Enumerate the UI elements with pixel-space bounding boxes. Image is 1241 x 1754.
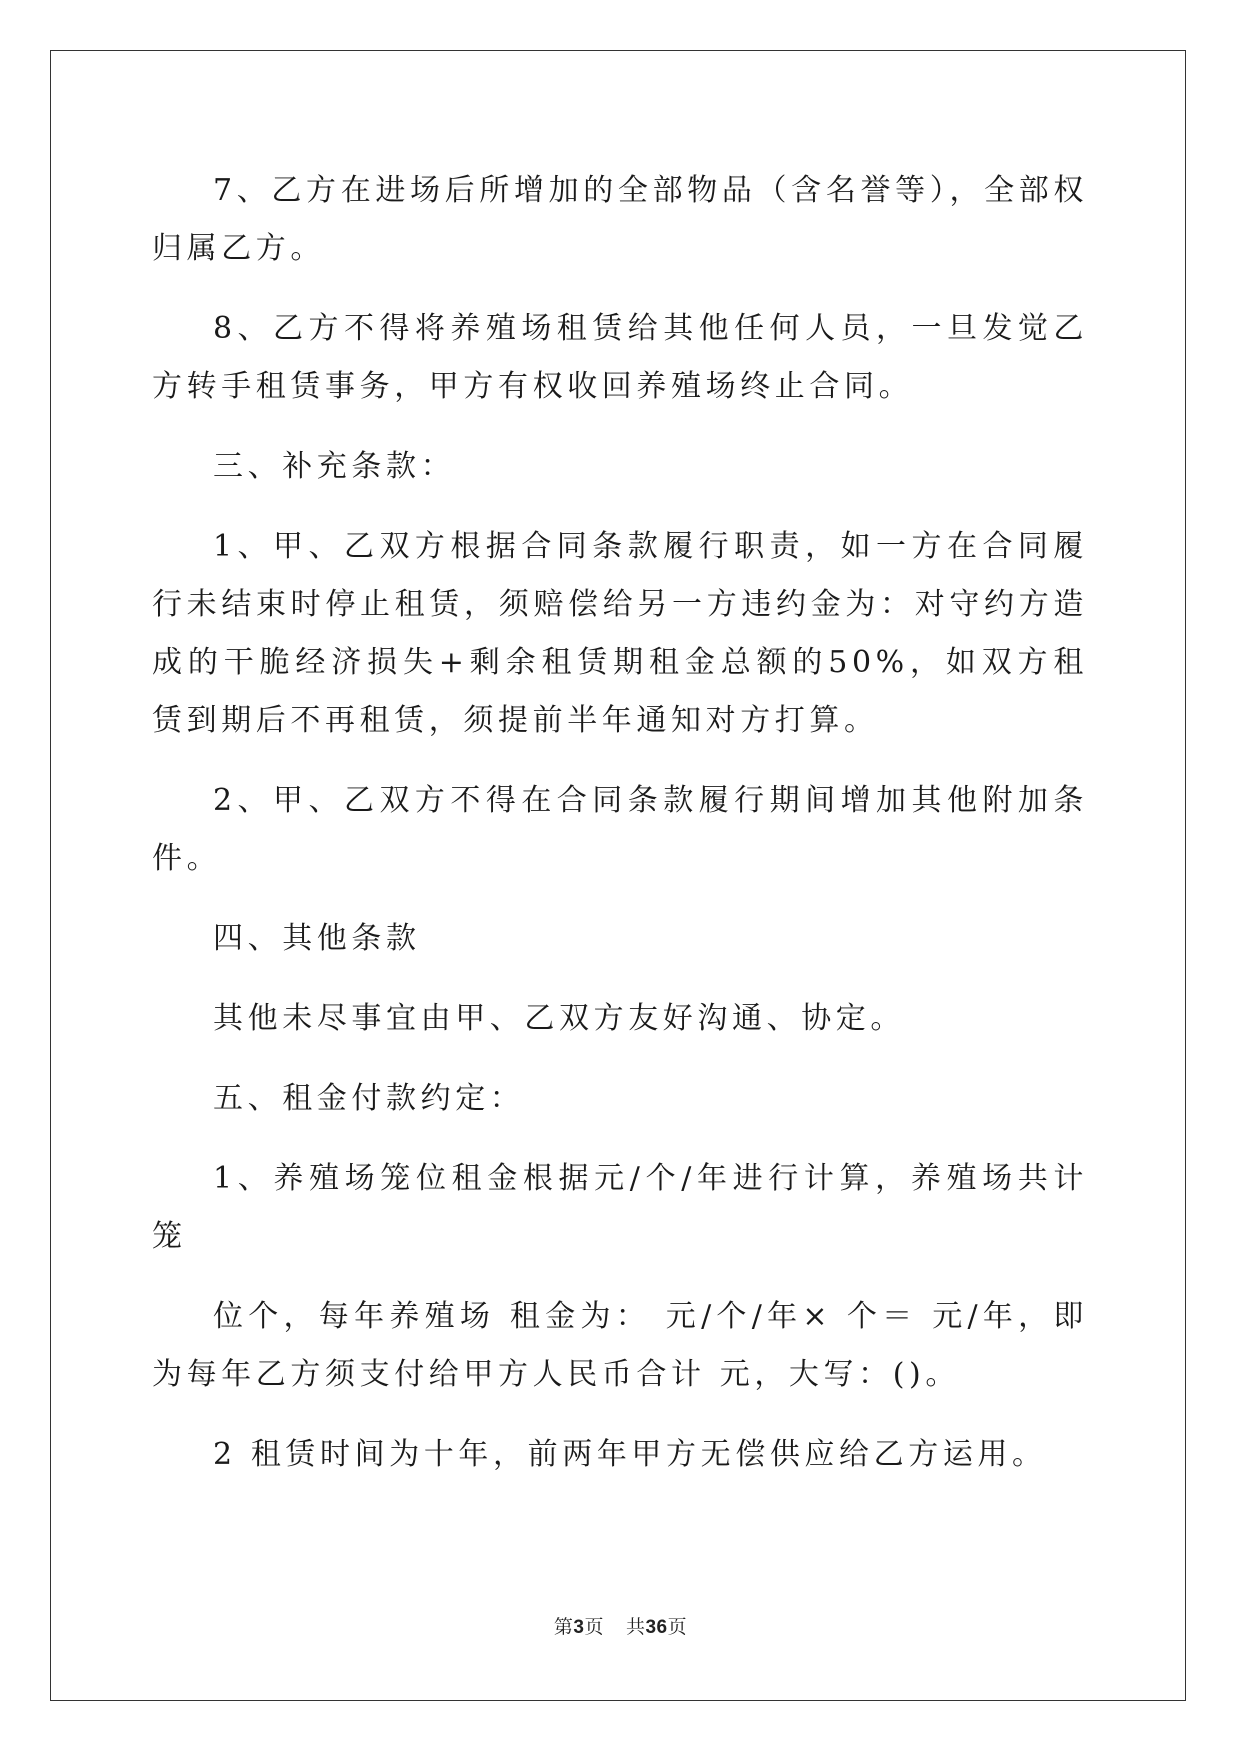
paragraph-clause-8: 8、乙方不得将养殖场租赁给其他任何人员，一旦发觉乙方转手租赁事务，甲方有权收回养殖场终止合同。 bbox=[152, 311, 1088, 404]
total-page-count: 36 bbox=[645, 1617, 668, 1638]
footer-total-prefix: 共 bbox=[625, 1616, 646, 1638]
paragraph-supplement-2: 2、甲、乙双方不得在合同条款履行期间增加其他附加条件。 bbox=[152, 783, 1088, 876]
page-footer bbox=[0, 1612, 1241, 1639]
paragraph-rent-2: 2 租赁时间为十年，前两年甲方无偿供应给乙方运用。 bbox=[213, 1437, 1047, 1472]
paragraph-supplement-1: 1、甲、乙双方根据合同条款履行职责，如一方在合同履行未结束时停止租赁，须赔偿给另一方违约金为：对守约方造成的干脆经济损失+剩余租赁期租金总额的50%，如双方租赁到期后不再租赁，须提前半年通知对方打算。 bbox=[152, 529, 1088, 738]
section-heading-5: 五、租金付款约定： bbox=[213, 1081, 525, 1116]
paragraph-rent-1: 1、养殖场笼位租金根据元/个/年进行计算，养殖场共计笼 bbox=[152, 1161, 1088, 1254]
footer-total-suffix: 页 bbox=[667, 1616, 688, 1638]
paragraph-clause-7: 7、乙方在进场后所增加的全部物品（含名誉等），全部权归属乙方。 bbox=[152, 173, 1088, 266]
paragraph-rent-calc: 位个，每年养殖场 租金为： 元/个/年× 个＝ 元/年，即为每年乙方须支付给甲方人民币合计 元，大写：()。 bbox=[152, 1299, 1088, 1392]
current-page-number: 3 bbox=[573, 1617, 585, 1638]
section-heading-4: 四、其他条款 bbox=[213, 921, 421, 956]
document-body bbox=[152, 162, 1088, 1506]
footer-prefix: 第 bbox=[553, 1616, 574, 1638]
footer-page-suffix: 页 bbox=[584, 1616, 604, 1638]
paragraph-other-terms: 其他未尽事宜由甲、乙双方友好沟通、协定。 bbox=[213, 1001, 905, 1036]
section-heading-3: 三、补充条款： bbox=[213, 449, 456, 484]
